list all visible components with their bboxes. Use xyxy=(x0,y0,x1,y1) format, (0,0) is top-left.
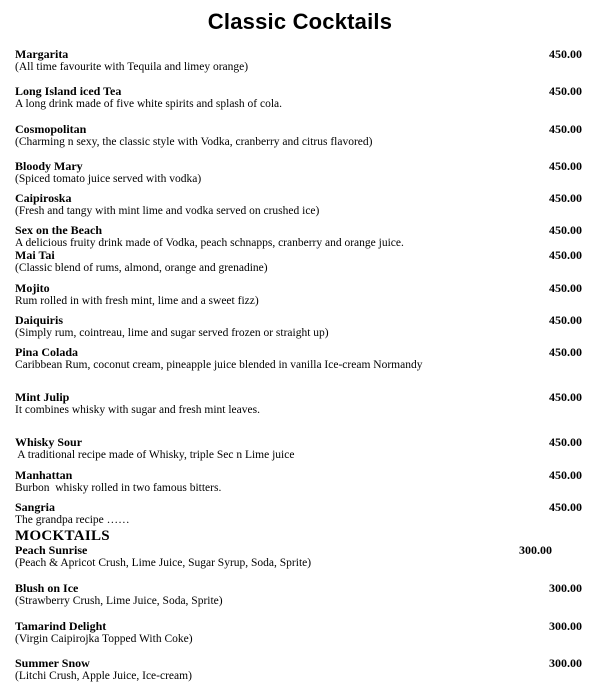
item-description: (Classic blend of rums, almond, orange and grenadine) xyxy=(15,262,268,274)
item-description: A traditional recipe made of Whisky, triple Sec n Lime juice xyxy=(15,449,295,461)
item-description: A long drink made of five white spirits and splash of cola. xyxy=(15,98,283,110)
item-description: It combines whisky with sugar and fresh mint leaves. xyxy=(15,404,260,416)
item-name: Tamarind Delight xyxy=(15,619,107,633)
item-name: Cosmopolitan xyxy=(15,122,87,136)
item-description: Caribbean Rum, coconut cream, pineapple juice blended in vanilla Ice-cream Normandy xyxy=(15,359,423,371)
item-description: The grandpa recipe …… xyxy=(15,514,130,526)
item-description: Burbon whisky rolled in two famous bitters. xyxy=(15,482,222,494)
item-description: (Strawberry Crush, Lime Juice, Soda, Sprite) xyxy=(15,595,223,607)
item-description: A delicious fruity drink made of Vodka, peach schnapps, cranberry and orange juice. xyxy=(15,237,404,249)
item-name: Manhattan xyxy=(15,468,73,482)
item-name: Peach Sunrise xyxy=(15,543,88,557)
item-price: 450.00 xyxy=(549,468,582,482)
item-name: Margarita xyxy=(15,47,69,61)
item-description: (Spiced tomato juice served with vodka) xyxy=(15,173,202,185)
item-name: Long Island iced Tea xyxy=(15,84,122,98)
item-price: 450.00 xyxy=(549,313,582,327)
page-title: Classic Cocktails xyxy=(207,9,393,34)
item-price: 450.00 xyxy=(549,248,582,262)
item-price: 450.00 xyxy=(549,159,582,173)
item-description: (Fresh and tangy with mint lime and vodka served on crushed ice) xyxy=(15,205,320,217)
item-price: 450.00 xyxy=(549,84,582,98)
item-price: 300.00 xyxy=(549,619,582,633)
item-name: Mai Tai xyxy=(15,248,55,262)
item-name: Pina Colada xyxy=(15,345,79,359)
item-description: (Charming n sexy, the classic style with Vodka, cranberry and citrus flavored) xyxy=(15,136,373,148)
item-name: Mojito xyxy=(15,281,50,295)
item-description: (Simply rum, cointreau, lime and sugar served frozen or straight up) xyxy=(15,327,329,339)
item-name: Bloody Mary xyxy=(15,159,83,173)
item-description: (Litchi Crush, Apple Juice, Ice-cream) xyxy=(15,670,192,682)
item-name: Mint Julip xyxy=(15,390,70,404)
item-price: 450.00 xyxy=(549,500,582,514)
item-name: Sangria xyxy=(15,500,56,514)
item-price: 450.00 xyxy=(549,281,582,295)
item-price: 450.00 xyxy=(549,345,582,359)
item-name: Whisky Sour xyxy=(15,435,83,449)
item-name: Summer Snow xyxy=(15,656,90,670)
item-description: (Peach & Apricot Crush, Lime Juice, Sugar Syrup, Soda, Sprite) xyxy=(15,557,312,569)
item-price: 300.00 xyxy=(549,581,582,595)
mocktails-heading: MOCKTAILS xyxy=(15,528,110,544)
item-description: (All time favourite with Tequila and limey orange) xyxy=(15,61,249,73)
item-price: 450.00 xyxy=(549,191,582,205)
item-price: 450.00 xyxy=(549,223,582,237)
item-name: Sex on the Beach xyxy=(15,223,102,237)
item-description: (Virgin Caipirojka Topped With Coke) xyxy=(15,633,193,645)
item-name: Caipiroska xyxy=(15,191,72,205)
item-price: 300.00 xyxy=(549,656,582,670)
item-price: 300.00 xyxy=(519,543,552,557)
item-price: 450.00 xyxy=(549,47,582,61)
item-price: 450.00 xyxy=(549,435,582,449)
item-price: 450.00 xyxy=(549,122,582,136)
item-description: Rum rolled in with fresh mint, lime and a sweet fizz) xyxy=(15,295,259,307)
item-name: Daiquiris xyxy=(15,313,64,327)
item-price: 450.00 xyxy=(549,390,582,404)
item-name: Blush on Ice xyxy=(15,581,79,595)
